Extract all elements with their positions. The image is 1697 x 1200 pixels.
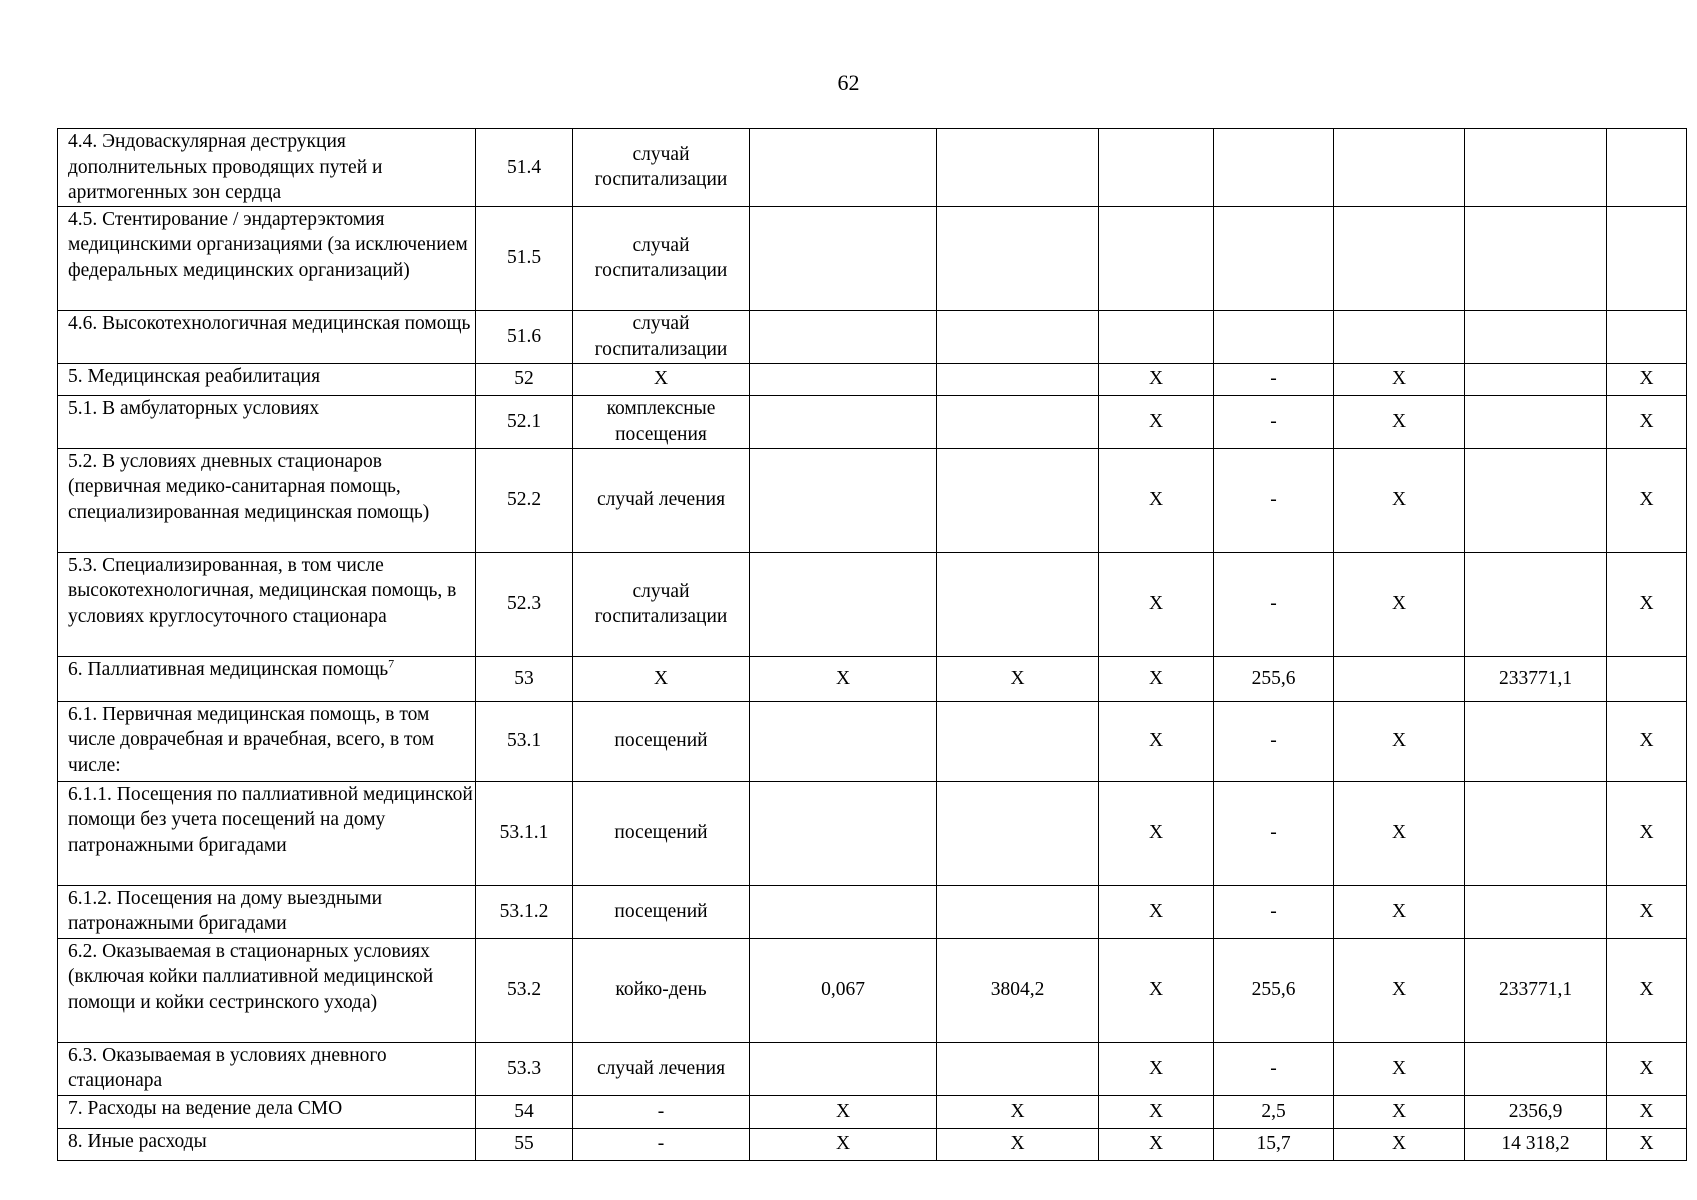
table-row: [58, 552, 1687, 656]
row-col-10: Х: [1607, 395, 1687, 448]
row-col-10: Х: [1607, 781, 1687, 885]
row-col-7: 2,5: [1214, 1095, 1334, 1128]
table-row: [58, 701, 1687, 781]
row-name-text: 6. Паллиативная медицинская помощь: [68, 658, 389, 680]
row-name: [58, 206, 476, 310]
table-row: [58, 1095, 1687, 1128]
row-col-8: [1334, 129, 1465, 207]
row-col-8: Х: [1334, 363, 1465, 395]
row-code: 51.6: [476, 310, 573, 363]
row-col-7: -: [1214, 701, 1334, 781]
row-col-8: [1334, 206, 1465, 310]
row-name-text: 6.1.2. Посещения на дому выездными патронажными бригадами: [68, 887, 383, 934]
row-col-6: [1099, 310, 1214, 363]
row-name: [58, 656, 476, 701]
row-code: 52.3: [476, 552, 573, 656]
row-col-9: [1465, 363, 1607, 395]
row-unit: случай госпитализации: [573, 129, 750, 207]
row-col-10: Х: [1607, 1042, 1687, 1095]
row-col-10: Х: [1607, 701, 1687, 781]
row-col-5: [937, 310, 1099, 363]
row-col-10: Х: [1607, 552, 1687, 656]
row-col-10: Х: [1607, 885, 1687, 938]
row-name: [58, 310, 476, 363]
row-unit: случай госпитализации: [573, 552, 750, 656]
row-name: [58, 448, 476, 552]
row-col-7: 15,7: [1214, 1128, 1334, 1160]
row-col-4: Х: [750, 1095, 937, 1128]
row-col-5: [937, 448, 1099, 552]
table-body: [58, 129, 1687, 1161]
table-row: [58, 781, 1687, 885]
row-name-text: 4.5. Стентирование / эндартерэктомия медицинскими организациями (за исключением федеральных медицинских организаций): [68, 208, 468, 281]
row-col-9: [1465, 395, 1607, 448]
row-col-4: [750, 206, 937, 310]
row-col-10: Х: [1607, 938, 1687, 1042]
row-col-9: [1465, 206, 1607, 310]
row-col-6: Х: [1099, 363, 1214, 395]
row-col-9: [1465, 552, 1607, 656]
row-col-9: [1465, 448, 1607, 552]
row-name: [58, 1095, 476, 1128]
row-code: 52.2: [476, 448, 573, 552]
row-name: [58, 129, 476, 207]
row-unit: случай лечения: [573, 448, 750, 552]
row-col-5: [937, 206, 1099, 310]
row-col-6: Х: [1099, 656, 1214, 701]
row-unit: посещений: [573, 701, 750, 781]
row-col-5: [937, 781, 1099, 885]
row-name: [58, 701, 476, 781]
row-unit: Х: [573, 363, 750, 395]
row-col-6: Х: [1099, 395, 1214, 448]
row-col-8: Х: [1334, 938, 1465, 1042]
row-col-6: Х: [1099, 448, 1214, 552]
row-code: 55: [476, 1128, 573, 1160]
row-col-7: -: [1214, 1042, 1334, 1095]
row-col-9: 14 318,2: [1465, 1128, 1607, 1160]
row-name: [58, 1128, 476, 1160]
row-col-4: Х: [750, 1128, 937, 1160]
row-col-10: Х: [1607, 363, 1687, 395]
row-col-5: [937, 885, 1099, 938]
row-col-4: [750, 885, 937, 938]
row-col-10: [1607, 129, 1687, 207]
row-col-8: [1334, 656, 1465, 701]
row-unit: -: [573, 1128, 750, 1160]
row-unit: случай лечения: [573, 1042, 750, 1095]
row-code: 53.1.1: [476, 781, 573, 885]
row-col-4: [750, 310, 937, 363]
row-unit: случай госпитализации: [573, 206, 750, 310]
row-col-6: Х: [1099, 938, 1214, 1042]
row-col-9: [1465, 129, 1607, 207]
row-col-10: [1607, 310, 1687, 363]
row-name-text: 8. Иные расходы: [68, 1130, 207, 1152]
row-name: [58, 1042, 476, 1095]
row-col-4: [750, 395, 937, 448]
row-col-7: -: [1214, 885, 1334, 938]
row-name-text: 7. Расходы на ведение дела СМО: [68, 1097, 343, 1119]
row-col-5: [937, 363, 1099, 395]
row-name-text: 4.4. Эндоваскулярная деструкция дополнительных проводящих путей и аритмогенных зон сердца: [68, 131, 383, 203]
row-col-7: 255,6: [1214, 656, 1334, 701]
row-col-9: [1465, 310, 1607, 363]
row-name-text: 4.6. Высокотехнологичная медицинская помощь: [68, 312, 471, 334]
row-col-6: Х: [1099, 1095, 1214, 1128]
data-table: [57, 128, 1687, 1161]
row-unit: Х: [573, 656, 750, 701]
row-col-9: 2356,9: [1465, 1095, 1607, 1128]
row-col-7: [1214, 310, 1334, 363]
row-col-9: 233771,1: [1465, 656, 1607, 701]
row-unit: комплексные посещения: [573, 395, 750, 448]
row-col-5: [937, 129, 1099, 207]
row-col-10: Х: [1607, 1095, 1687, 1128]
row-unit: случай госпитализации: [573, 310, 750, 363]
row-col-6: Х: [1099, 885, 1214, 938]
row-col-7: -: [1214, 395, 1334, 448]
table-row: [58, 938, 1687, 1042]
row-col-4: [750, 552, 937, 656]
row-col-8: Х: [1334, 885, 1465, 938]
row-col-4: [750, 1042, 937, 1095]
row-code: 52.1: [476, 395, 573, 448]
row-col-10: [1607, 656, 1687, 701]
table-row: [58, 1042, 1687, 1095]
table-row: [58, 206, 1687, 310]
row-name-text: 5.1. В амбулаторных условиях: [68, 397, 320, 419]
row-col-6: [1099, 206, 1214, 310]
row-code: 53.1: [476, 701, 573, 781]
row-col-4: [750, 781, 937, 885]
row-col-6: Х: [1099, 781, 1214, 885]
row-col-7: -: [1214, 448, 1334, 552]
row-col-8: Х: [1334, 448, 1465, 552]
table-row: [58, 129, 1687, 207]
row-col-9: 233771,1: [1465, 938, 1607, 1042]
row-unit: -: [573, 1095, 750, 1128]
row-col-7: -: [1214, 363, 1334, 395]
row-name-text: 5.3. Специализированная, в том числе высокотехнологичная, медицинская помощь, в условиях круглосуточного стационара: [68, 554, 457, 627]
row-col-6: Х: [1099, 552, 1214, 656]
row-col-5: Х: [937, 656, 1099, 701]
table-row: [58, 395, 1687, 448]
row-col-8: Х: [1334, 781, 1465, 885]
table-row: [58, 310, 1687, 363]
row-col-9: [1465, 781, 1607, 885]
row-unit: койко-день: [573, 938, 750, 1042]
row-col-5: 3804,2: [937, 938, 1099, 1042]
row-col-10: Х: [1607, 1128, 1687, 1160]
row-col-8: Х: [1334, 1042, 1465, 1095]
row-unit: посещений: [573, 781, 750, 885]
row-col-7: -: [1214, 781, 1334, 885]
row-col-7: [1214, 129, 1334, 207]
page-number: 62: [837, 70, 860, 95]
row-col-4: [750, 363, 937, 395]
row-code: 54: [476, 1095, 573, 1128]
row-name: [58, 938, 476, 1042]
row-col-5: Х: [937, 1128, 1099, 1160]
row-col-8: Х: [1334, 395, 1465, 448]
row-col-8: Х: [1334, 1095, 1465, 1128]
row-col-5: Х: [937, 1095, 1099, 1128]
row-col-5: [937, 395, 1099, 448]
row-name-text: 6.1. Первичная медицинская помощь, в том числе доврачебная и врачебная, всего, в том числе:: [68, 703, 435, 776]
row-col-6: [1099, 129, 1214, 207]
row-col-7: -: [1214, 552, 1334, 656]
row-col-5: [937, 1042, 1099, 1095]
row-col-4: [750, 448, 937, 552]
row-col-9: [1465, 1042, 1607, 1095]
row-col-4: 0,067: [750, 938, 937, 1042]
row-code: 53.1.2: [476, 885, 573, 938]
row-col-5: [937, 552, 1099, 656]
row-col-4: [750, 129, 937, 207]
table-row: [58, 448, 1687, 552]
row-name: [58, 395, 476, 448]
row-unit: посещений: [573, 885, 750, 938]
row-code: 53.2: [476, 938, 573, 1042]
table-row: [58, 1128, 1687, 1160]
row-col-10: Х: [1607, 448, 1687, 552]
row-col-8: Х: [1334, 1128, 1465, 1160]
row-col-8: Х: [1334, 701, 1465, 781]
row-name-text: 6.2. Оказываемая в стационарных условиях (включая койки паллиативной медицинской помощи и койки сестринского ухода): [68, 940, 434, 1013]
row-name: [58, 885, 476, 938]
row-col-6: Х: [1099, 1042, 1214, 1095]
row-col-6: Х: [1099, 1128, 1214, 1160]
row-name: [58, 363, 476, 395]
row-col-8: Х: [1334, 552, 1465, 656]
row-name: [58, 781, 476, 885]
row-col-5: [937, 701, 1099, 781]
row-name-text: 5. Медицинская реабилитация: [68, 365, 321, 387]
footnote-marker: 7: [388, 656, 395, 670]
row-col-9: [1465, 885, 1607, 938]
row-col-7: 255,6: [1214, 938, 1334, 1042]
row-col-6: Х: [1099, 701, 1214, 781]
row-code: 51.4: [476, 129, 573, 207]
row-name-text: 6.3. Оказываемая в условиях дневного стационара: [68, 1044, 387, 1091]
row-col-7: [1214, 206, 1334, 310]
row-col-4: Х: [750, 656, 937, 701]
row-code: 51.5: [476, 206, 573, 310]
row-code: 53: [476, 656, 573, 701]
table-row: [58, 656, 1687, 701]
row-col-10: [1607, 206, 1687, 310]
row-name-text: 6.1.1. Посещения по паллиативной медицинской помощи без учета посещений на дому патронажными бригадами: [68, 783, 473, 856]
row-name-text: 5.2. В условиях дневных стационаров (первичная медико-санитарная помощь, специализированная медицинская помощь): [68, 450, 430, 523]
row-col-8: [1334, 310, 1465, 363]
table-row: [58, 885, 1687, 938]
row-code: 53.3: [476, 1042, 573, 1095]
row-col-9: [1465, 701, 1607, 781]
row-col-4: [750, 701, 937, 781]
row-code: 52: [476, 363, 573, 395]
table-row: [58, 363, 1687, 395]
row-name: [58, 552, 476, 656]
